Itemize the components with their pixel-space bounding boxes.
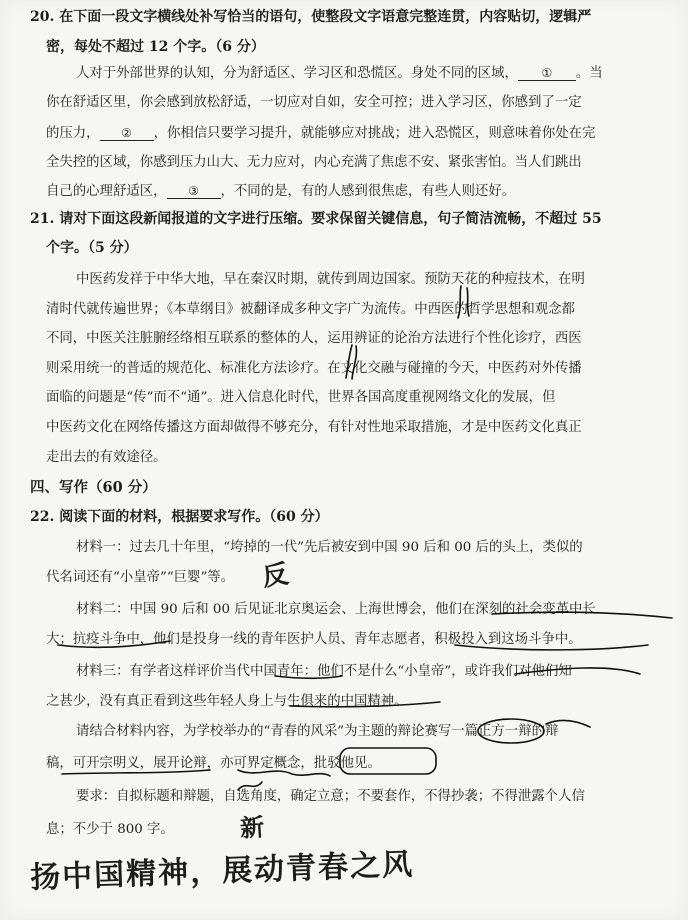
handwritten-note-fan: 反 [260, 559, 291, 593]
box-mark [340, 748, 436, 774]
underline-mark [455, 645, 648, 650]
q20-text: 人对于外部世界的认知，分为舒适区、学习区和恐慌区。身处不同的区域， [76, 66, 518, 81]
underline-mark [515, 668, 640, 674]
q20-line1: 20. 在下面一段文字横线处补写恰当的语句，使整段文字语意完整连贯，内容贴切，逻辑严 [30, 9, 592, 25]
requirements-line2: 息；不少于 800 字。 [46, 822, 174, 837]
material-1-line2: 代名词还有“小皇帝”“巨婴”等。 [46, 570, 235, 585]
underline-mark [58, 641, 170, 647]
blank-2: ② [100, 126, 154, 141]
q21-line1: 21. 请对下面这段新闻报道的文字进行压缩。要求保留关键信息，句子简洁流畅，不超过 55 [30, 211, 602, 227]
q21-para-line4: 则采用统一的普适的规范化、标准化方法诊疗。在文化交融与碰撞的今天，中医药对外传播 [46, 361, 582, 376]
requirements-line1: 要求：自拟标题和辩题，自选角度，确定立意；不要套作，不得抄袭；不得泄露个人信 [76, 789, 585, 804]
material-2-line2: 大；抗疫斗争中，他们是投身一线的青年医护人员、青年志愿者，积极投入到这场斗争中。 [46, 632, 582, 647]
q21-para-line3: 不同，中医关注脏腑经络相互联系的整体的人，运用辨证的论治方法进行个性化诊疗，西医 [46, 331, 582, 346]
section-writing-heading: 四、写作（60 分） [30, 479, 157, 496]
task-line1: 请结合材料内容，为学校举办的“青春的风采”为主题的辩论赛写一篇正方一辩的辩 [76, 724, 559, 739]
slash-mark [352, 346, 356, 379]
q20-text: ，你相信只要学习提升，就能够应对挑战；进入恐慌区，则意味着你处在完 [153, 126, 596, 141]
wave-mark [238, 770, 330, 776]
q21-para-line6: 中医药文化在网络传播这方面却做得不够充分，有针对性地采取措施，才是中医药文化真正 [46, 420, 582, 435]
handwritten-note-bottom: 扬中国精神，展动青春之风 [29, 847, 415, 896]
handwritten-note-xin: 新 [239, 813, 266, 843]
blank-3: ③ [167, 184, 221, 199]
slash-mark [346, 345, 352, 378]
blank-1: ① [518, 66, 576, 81]
underline-mark [275, 676, 342, 678]
slash-mark [467, 288, 469, 316]
q20-text: 的压力， [46, 126, 100, 141]
q20-text: 。当 [575, 66, 603, 81]
q22-line1: 22. 阅读下面的材料，根据要求写作。（60 分） [30, 509, 329, 525]
arrow-mark [546, 720, 590, 727]
material-3-line2: 之甚少，没有真正看到这些年轻人身上与生俱来的中国精神。 [46, 694, 408, 709]
q20-text: ，不同的是，有的人感到很焦虑，有些人则还好。 [220, 184, 516, 199]
material-1-line1: 材料一：过去几十年里，“垮掉的一代”先后被安到中国 90 后和 00 后的头上，类似的 [76, 540, 583, 555]
material-2-line1: 材料二：中国 90 后和 00 后见证北京奥运会、上海世博会，他们在深刻的社会变革中长 [76, 602, 596, 617]
q20-text: 自己的心理舒适区， [46, 184, 167, 199]
q20-para-line4: 全失控的区域，你感到压力山大、无力应对，内心充满了焦虑不安、紧张害怕。当人们跳出 [46, 155, 582, 170]
q21-para-line7: 走出去的有效途径。 [46, 450, 167, 465]
wave-mark [238, 782, 262, 790]
underline-mark [62, 770, 210, 774]
underline-mark [492, 612, 672, 618]
circle-mark [478, 719, 544, 743]
q20-para-line2: 你在舒适区里，你会感到放松舒适，一切应对自如，安全可控；进入学习区，你感到了一定 [46, 95, 582, 110]
task-line2: 稿，可开宗明义，展开论辩，亦可界定概念，批驳他见。 [46, 756, 381, 771]
q21-para-line5: 面临的问题是“传”而不“通”。进入信息化时代，世界各国高度重视网络文化的发展，但 [46, 390, 556, 405]
q21-para-line1: 中医药发祥于中华大地，早在秦汉时期，就传到周边国家。预防天花的种痘技术，在明 [76, 272, 585, 287]
material-3-line1: 材料三：有学者这样评价当代中国青年：他们不是什么“小皇帝”，或许我们对他们知 [76, 664, 572, 679]
slash-mark [458, 286, 461, 318]
q20-line2: 密，每处不超过 12 个字。（6 分） [46, 39, 265, 55]
q21-para-line2: 清时代就传遍世界；《本草纲目》被翻译成多种文字广为流传。中西医的哲学思想和观念都 [46, 302, 575, 317]
underline-mark [290, 702, 440, 707]
q21-line2: 个字。（5 分） [46, 240, 138, 256]
